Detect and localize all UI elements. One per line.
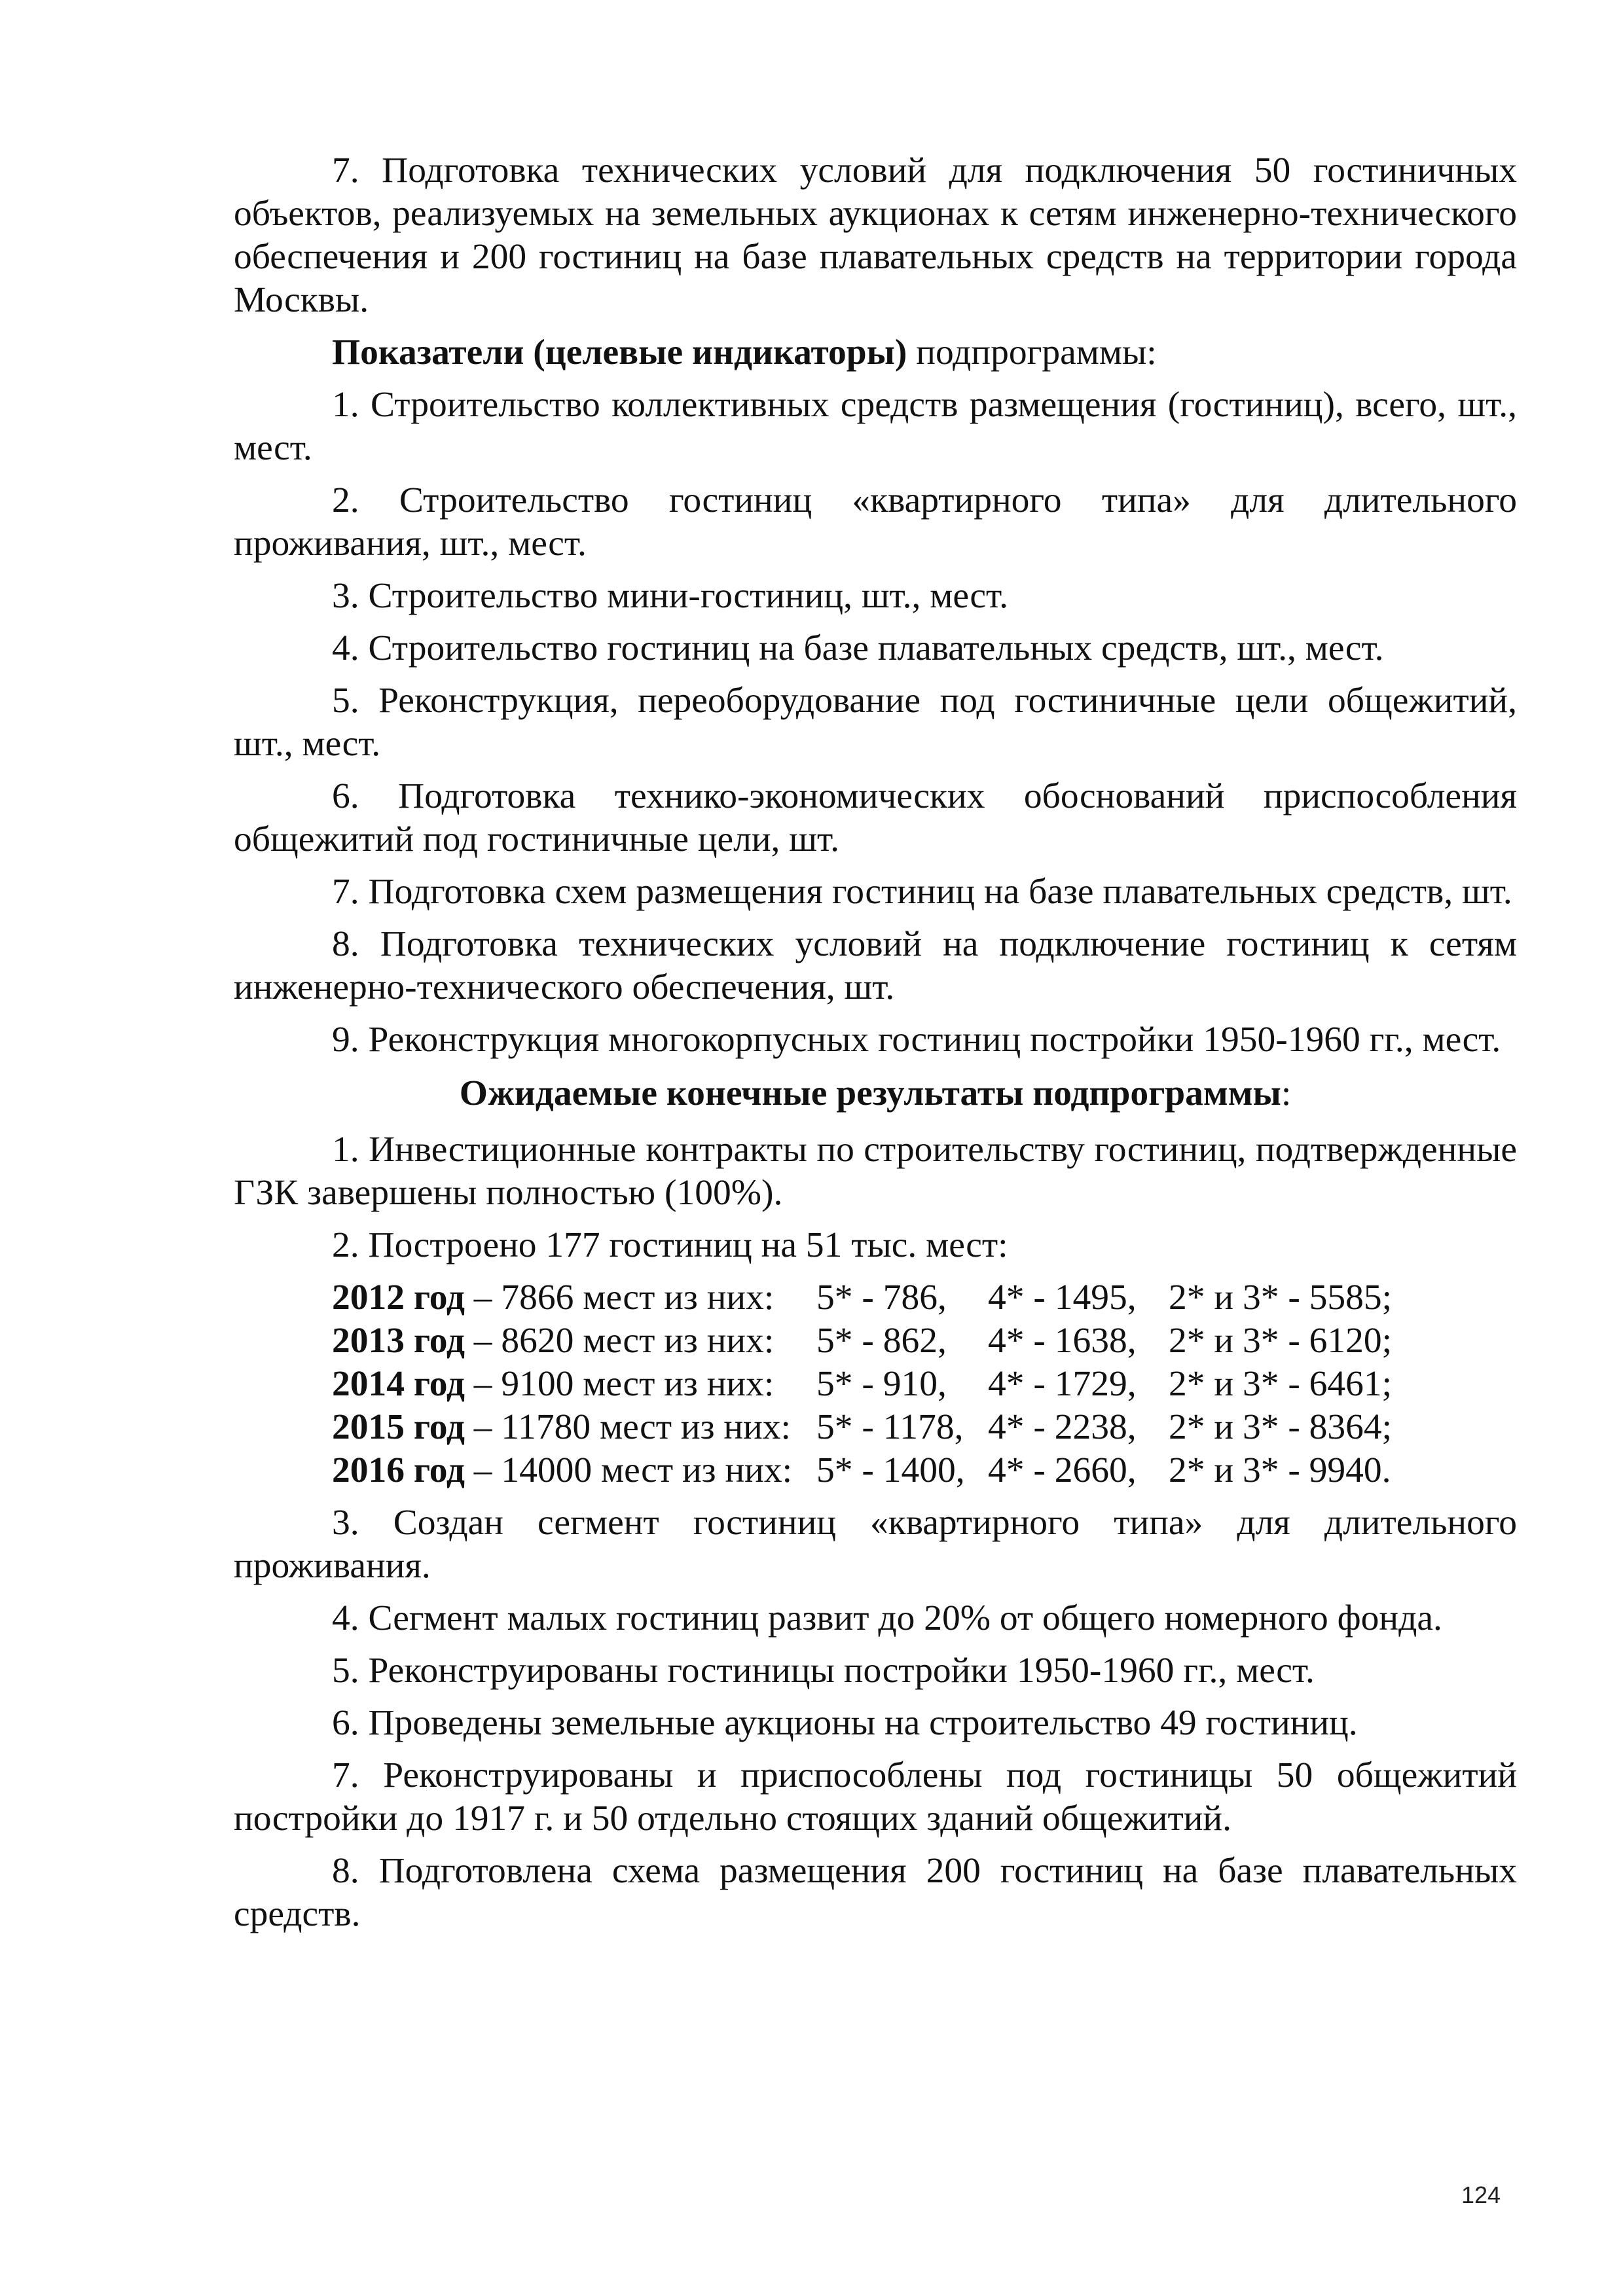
indicator-item: 6. Подготовка технико-экономических обоснований приспособления общежитий под гостиничные цели, шт. [234,776,1517,859]
yearly-breakdown [234,1276,1517,1492]
year-four-star: 4* - 2238, [988,1407,1137,1447]
results-item-1: 1. Инвестиционные контракты по строительству гостиниц, подтвержденные ГЗК завершены полностью (100%). [234,1130,1517,1213]
results-heading-bold: Ожидаемые конечные результаты подпрограммы [459,1073,1281,1113]
results-item: 6. Проведены земельные аукционы на строительство 49 гостиниц. [332,1703,1358,1743]
year-other-star: 2* и 3* - 5585; [1169,1278,1393,1318]
year-row [234,1449,1517,1492]
year-five-star: 5* - 786, [816,1278,947,1318]
indicator-item: 1. Строительство коллективных средств размещения (гостиниц), всего, шт., мест. [234,385,1517,468]
indicator-item: 8. Подготовка технических условий на подключение гостиниц к сетям инженерно-технического обеспечения, шт. [234,924,1517,1007]
year-other-star: 2* и 3* - 9940. [1169,1450,1391,1490]
year-four-star: 4* - 1638, [988,1321,1137,1361]
results-item: 5. Реконструированы гостиницы постройки 1950-1960 гг., мест. [332,1651,1315,1691]
year-label: 2012 год [332,1278,465,1318]
indicator-item: 5. Реконструкция, переоборудование под гостиничные цели общежитий, шт., мест. [234,681,1517,764]
year-five-star: 5* - 862, [816,1321,947,1361]
year-other-star: 2* и 3* - 6461; [1169,1364,1393,1404]
year-other-star: 2* и 3* - 8364; [1169,1407,1393,1447]
results-item: 4. Сегмент малых гостиниц развит до 20% от общего номерного фонда. [332,1598,1442,1638]
results-item: 8. Подготовлена схема размещения 200 гостиниц на базе плавательных средств. [234,1851,1517,1934]
indicators-heading-bold: Показатели (целевые индикаторы) [332,332,907,372]
year-label: 2014 год [332,1364,465,1404]
results-item: 7. Реконструированы и приспособлены под гостиницы 50 общежитий постройки до 1917 г. и 50 отдельно стоящих зданий общежитий. [234,1755,1517,1839]
year-total: – 7866 мест из них: [464,1278,775,1318]
intro-item-7: 7. Подготовка технических условий для подключения 50 гостиничных объектов, реализуемых на земельных аукционах к сетям инженерно-технического обеспечения и 200 гостиниц на базе плавательных средств на территории города Москвы. [234,151,1517,320]
results-item: 3. Создан сегмент гостиниц «квартирного типа» для длительного проживания. [234,1503,1517,1586]
year-five-star: 5* - 910, [816,1364,947,1404]
indicator-item: 2. Строительство гостиниц «квартирного типа» для длительного проживания, шт., мест. [234,480,1517,564]
year-four-star: 4* - 1495, [988,1278,1137,1318]
year-total: – 14000 мест из них: [464,1450,793,1490]
year-four-star: 4* - 2660, [988,1450,1137,1490]
year-total: – 8620 мест из них: [464,1321,775,1361]
year-other-star: 2* и 3* - 6120; [1169,1321,1393,1361]
indicator-item: 4. Строительство гостиниц на базе плавательных средств, шт., мест. [332,628,1384,668]
results-item-2: 2. Построено 177 гостиниц на 51 тыс. мест: [332,1225,1008,1265]
indicator-item: 9. Реконструкция многокорпусных гостиниц постройки 1950-1960 гг., мест. [332,1020,1501,1060]
indicators-heading [234,331,1517,374]
year-four-star: 4* - 1729, [988,1364,1137,1404]
year-total: – 11780 мест из них: [464,1407,791,1447]
page-number: 124 [1461,2181,1501,2208]
year-five-star: 5* - 1178, [816,1407,964,1447]
year-row [234,1406,1517,1449]
results-heading [234,1072,1517,1115]
indicator-item: 7. Подготовка схем размещения гостиниц на базе плавательных средств, шт. [332,872,1512,912]
year-label: 2016 год [332,1450,465,1490]
year-row [234,1319,1517,1363]
indicator-item: 3. Строительство мини-гостиниц, шт., мест. [332,576,1008,616]
year-five-star: 5* - 1400, [816,1450,965,1490]
results-heading-rest: : [1281,1073,1292,1113]
year-label: 2013 год [332,1321,465,1361]
year-row [234,1363,1517,1406]
year-total: – 9100 мест из них: [464,1364,775,1404]
indicators-heading-rest: подпрограммы: [907,332,1157,372]
year-label: 2015 год [332,1407,465,1447]
year-row [234,1276,1517,1319]
page-body [234,149,1517,1945]
